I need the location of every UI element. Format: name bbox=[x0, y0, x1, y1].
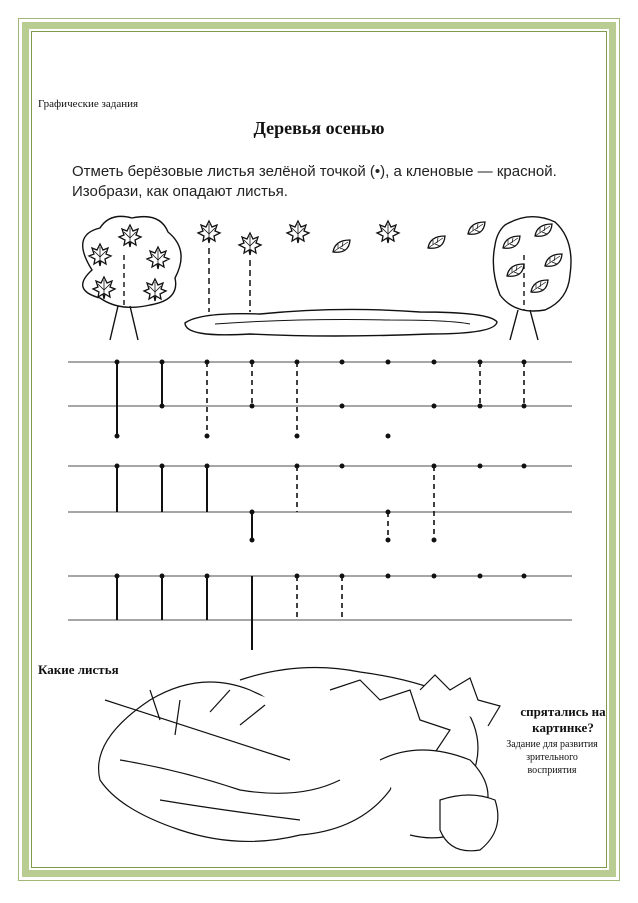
falling-leaves bbox=[198, 221, 485, 312]
leaves-illustration bbox=[99, 668, 500, 851]
birch-leaf-icon bbox=[333, 240, 350, 252]
task-instruction: Отметь берёзовые листья зелёной точкой (•), а кленовые — красной. Изобрази, как опадают листья. bbox=[72, 163, 557, 200]
maple-tree-icon bbox=[83, 216, 181, 340]
maple-leaf-icon bbox=[198, 221, 220, 243]
birch-leaf-icon bbox=[428, 236, 445, 248]
section-header: Графические задания bbox=[38, 98, 139, 110]
maple-leaf-icon bbox=[377, 221, 399, 243]
page-title: Деревья осенью bbox=[253, 118, 385, 138]
tracing-rows bbox=[68, 360, 572, 651]
birch-leaf-icon bbox=[468, 222, 485, 234]
birch-tree-icon bbox=[493, 217, 571, 340]
maple-leaf-icon bbox=[239, 233, 261, 255]
puddle-icon bbox=[185, 309, 497, 336]
puzzle-note: Задание для развития зрительного восприятия bbox=[506, 739, 598, 776]
puzzle-question-end: спрятались на картинке? bbox=[520, 704, 606, 735]
puzzle-question-start: Какие листья bbox=[38, 662, 119, 677]
maple-leaf-icon bbox=[287, 221, 309, 243]
